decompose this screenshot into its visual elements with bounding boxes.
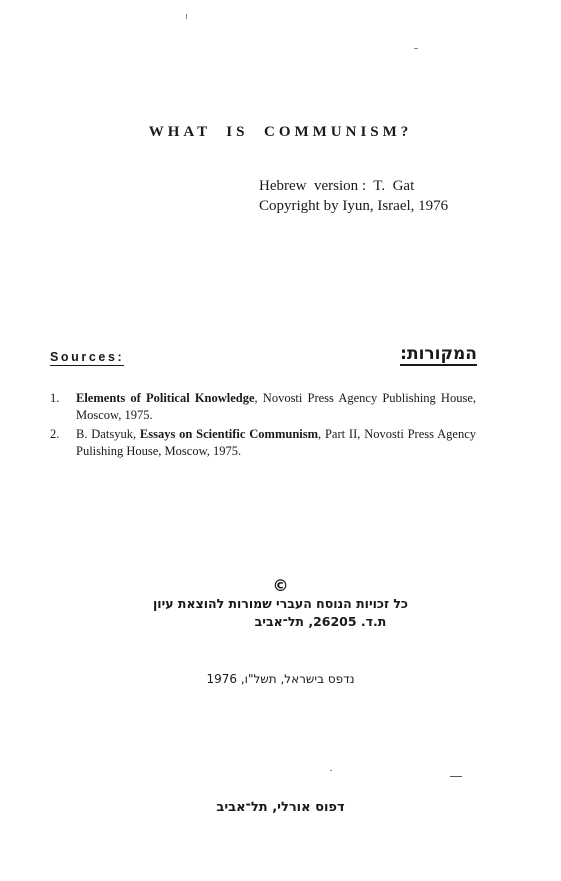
list-item-number: 2. — [50, 427, 60, 441]
credits-block — [259, 176, 448, 216]
scan-speck — [414, 48, 418, 49]
list-item-text — [76, 426, 476, 460]
page-title — [0, 124, 561, 141]
source-details: , Part II, Novosti Press Agency Pulishing House, Moscow, 1975. — [76, 427, 476, 458]
sources-label-hebrew: המקורות: — [400, 344, 477, 364]
scan-speck — [186, 14, 187, 19]
list-item-number: 1. — [50, 391, 60, 405]
source-details: , Novosti Press Agency Publishing House, Moscow, 1975. — [76, 391, 476, 422]
list-item — [50, 426, 476, 460]
list-item — [50, 390, 476, 424]
scan-speck — [450, 776, 462, 777]
source-title: Elements of Political Knowledge — [76, 391, 255, 405]
sources-label-english: Sources: — [50, 350, 125, 364]
hebrew-version-credit: Hebrew version : T. Gat — [259, 178, 415, 194]
hebrew-po-box: ת.ד. 26205, תל־אביב — [254, 614, 387, 629]
hebrew-rights-notice: כל זכויות הנוסח העברי שמורות להוצאת עיון — [152, 596, 408, 611]
source-author: B. Datsyuk, — [76, 427, 140, 441]
copyright-symbol: © — [272, 576, 289, 595]
list-item-text — [76, 390, 476, 424]
copyright-credit: Copyright by Iyun, Israel, 1976 — [259, 198, 449, 214]
scan-speck — [330, 770, 332, 771]
title-text: WHAT IS COMMUNISM? — [148, 124, 413, 140]
sources-list — [50, 390, 476, 462]
hebrew-printer-credit: דפוס אורלי, תל־אביב — [216, 800, 345, 815]
source-title: Essays on Scientific Communism — [139, 427, 319, 441]
hebrew-printed-in-israel: נדפס בישראל, תשל"ו, 1976 — [206, 672, 355, 686]
